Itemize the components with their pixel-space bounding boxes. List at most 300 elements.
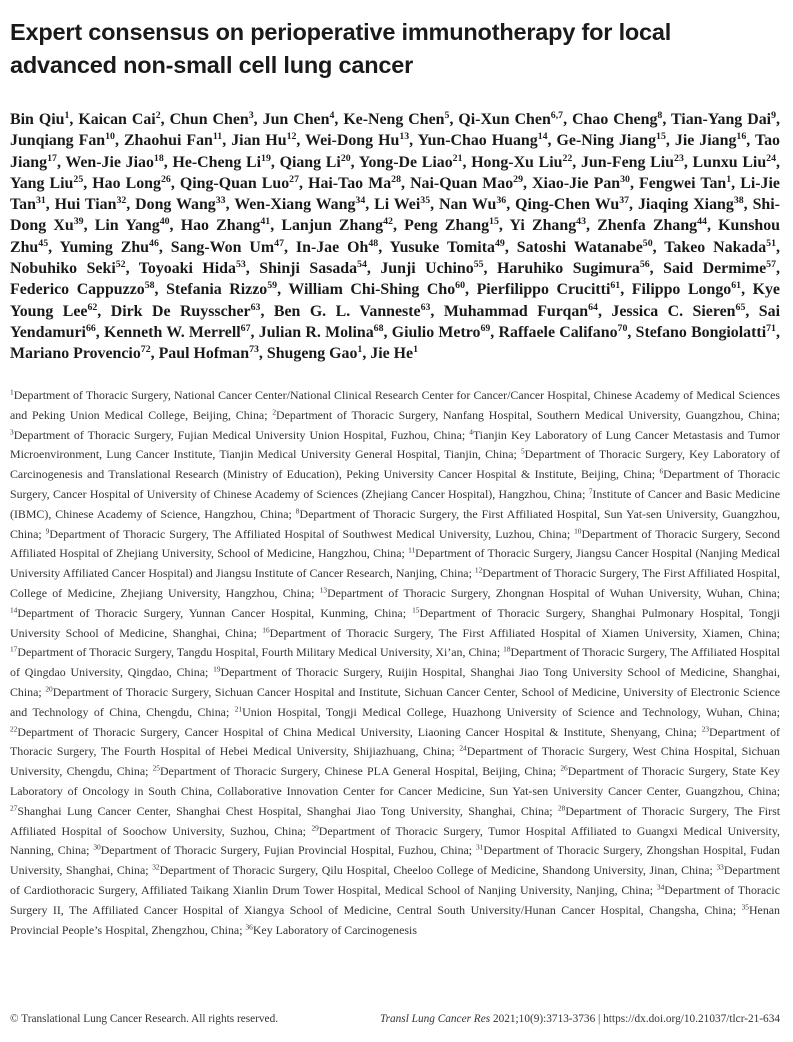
author-item bbox=[611, 303, 745, 320]
author-affiliation-ref: 47 bbox=[274, 237, 284, 249]
author-name: Yun-Chao Huang bbox=[417, 132, 538, 150]
author-item bbox=[10, 132, 115, 149]
author-item bbox=[104, 324, 251, 341]
author-name: Li Wei bbox=[374, 196, 421, 214]
author-affiliation-ref: 53 bbox=[235, 259, 246, 271]
author-item bbox=[370, 345, 418, 362]
author-item bbox=[671, 111, 776, 128]
author-affiliation-ref: 3 bbox=[248, 110, 254, 122]
affiliation-text: Department of Thoracic Surgery, Zhongshan Hospital, Fudan University, Shanghai, China; bbox=[10, 843, 780, 878]
author-item bbox=[639, 175, 731, 192]
author-name: Giulio Metro bbox=[391, 323, 481, 341]
author-affiliation-ref: 72 bbox=[140, 344, 151, 356]
author-affiliation-ref: 68 bbox=[373, 323, 384, 335]
author-affiliation-ref: 1 bbox=[64, 110, 70, 122]
affiliation-item bbox=[262, 626, 780, 640]
author-affiliation-ref: 34 bbox=[355, 195, 366, 207]
author-affiliation-ref: 58 bbox=[144, 280, 155, 292]
author-name: Hui Tian bbox=[54, 196, 117, 214]
author-affiliation-ref: 62 bbox=[87, 301, 98, 313]
author-name: Hai-Tao Ma bbox=[308, 174, 392, 192]
author-item bbox=[509, 217, 586, 234]
author-item bbox=[418, 132, 548, 149]
author-affiliation-ref: 9 bbox=[771, 110, 776, 122]
author-item bbox=[166, 281, 277, 298]
author-item bbox=[359, 154, 463, 171]
author-item bbox=[231, 132, 296, 149]
affiliation-text: Department of Thoracic Surgery, Ruijin Hospital, Shanghai Jiao Tong University School of Medicine, Shanghai, China; bbox=[10, 665, 780, 699]
author-name: Raffaele Califano bbox=[498, 323, 618, 341]
author-item bbox=[499, 324, 628, 341]
author-affiliation-ref: 70 bbox=[617, 323, 628, 335]
author-item bbox=[281, 217, 393, 234]
affiliation-item bbox=[153, 764, 557, 778]
author-affiliation-ref: 50 bbox=[642, 237, 653, 249]
author-item bbox=[135, 196, 225, 213]
affiliation-number: 3 bbox=[10, 427, 14, 437]
author-name: Nai-Quan Mao bbox=[410, 174, 514, 192]
author-name: Dirk De Ruysscher bbox=[110, 302, 251, 320]
affiliation-number: 34 bbox=[656, 882, 665, 892]
author-affiliation-ref: 61 bbox=[731, 280, 742, 292]
author-name: Ge-Ning Jiang bbox=[556, 132, 657, 150]
author-affiliation-ref: 43 bbox=[576, 216, 586, 228]
affiliation-text: Department of Thoracic Surgery, West China Hospital, Sichuan University, Chengdu, China; bbox=[10, 744, 780, 779]
affiliation-number: 5 bbox=[520, 446, 525, 456]
author-item bbox=[180, 175, 299, 192]
affiliation-number: 25 bbox=[152, 763, 160, 773]
affiliation-number: 1 bbox=[10, 387, 14, 397]
affiliation-number: 20 bbox=[45, 684, 53, 694]
author-affiliation-ref: 51 bbox=[766, 237, 776, 249]
affiliation-text: Department of Thoracic Surgery, State Key Laboratory of Oncology in South China, Collaborative Innovation Center for Cancer Medicine, Sun Yat-sen University Cancer Center, Guangzhou, China; bbox=[10, 764, 780, 798]
author-name: Zhenfa Zhang bbox=[597, 217, 698, 235]
author-affiliation-ref: 22 bbox=[562, 152, 573, 164]
affiliation-item bbox=[10, 645, 500, 659]
affiliation-text: Union Hospital, Tongji Medical College, Huazhong University of Science and Technology, Wuhan, China; bbox=[242, 704, 780, 719]
affiliation-number: 30 bbox=[93, 842, 101, 852]
author-item bbox=[92, 175, 171, 192]
affiliation-text: Department of Thoracic Surgery, Nanfang Hospital, Southern Medical University, Guangzhou, China; bbox=[276, 407, 780, 422]
affiliation-text: Department of Thoracic Surgery, the First Affiliated Hospital, Sun Yat-sen University, Guangzhou, China; bbox=[10, 506, 780, 541]
author-affiliation-ref: 12 bbox=[286, 131, 297, 143]
author-list: Bin Qiu$^1$, Kaican Cai$^2$, Chun Chen$^3$, Jun Chen$^4$, Ke-Neng Chen$^5$, Qi-Xun Chen$^{6,7}$, Chao Cheng$^8$, Tian-Yang Dai$^9$, Junqiang Fan$^{10}$, Zhaohui Fan$^{11}$, Jian Hu$^{12}$, Wei-Dong Hu$^{13}$, Yun-Chao Huang$^{14}$, Ge-Ning Jiang$^{15}$, Jie Jiang$^{16}$, Tao Jiang$^{17}$, Wen-Jie Jiao$^{18}$, He-Cheng Li$^{19}$, Qiang Li$^{20}$, Yong-De Liao$^{21}$, Hong-Xu Liu$^{22}$, Jun-Feng Liu$^{23}$, Lunxu Liu$^{24}$, Yang Liu$^{25}$, Hao Long$^{26}$, Qing-Quan Luo$^{27}$, Hai-Tao Ma$^{28}$, Nai-Quan Mao$^{29}$, Xiao-Jie Pan$^{30}$, Fengwei Tan$^1$, Li-Jie Tan$^{31}$, Hui Tian$^{32}$, Dong Wang$^{33}$, Wen-Xiang Wang$^{34}$, Li Wei$^{35}$, Nan Wu$^{36}$, Qing-Chen Wu$^{37}$, Jiaqing Xiang$^{38}$, Shi-Dong Xu$^{39}$, Lin Yang$^{40}$, Hao Zhang$^{41}$, Lanjun Zhang$^{42}$, Peng Zhang$^{15}$, Yi Zhang$^{43}$, Zhenfa Zhang$^{44}$, Kunshou Zhu$^{45}$, Yuming Zhu$^{46}$, Sang-Won Um$^{47}$, In-Jae Oh$^{48}$, Yusuke Tomita$^{49}$, Satoshi Watanabe$^{50}$, Takeo Nakada$^{51}$, Nobuhiko Seki$^{52}$, Toyoaki Hida$^{53}$, Shinji Sasada$^{54}$, Junji Uchino$^{55}$, Haruhiko Sugimura$^{56}$, Said Dermime$^{57}$, Federico Cappuzzo$^{58}$, Stefania Rizzo$^{59}$, William Chi-Shing Cho$^{60}$, Pierfilippo Crucitti$^{61}$, Filippo Longo$^{61}$, Kye Young Lee$^{62}$, Dirk De Ruysscher$^{63}$, Ben G. L. Vanneste$^{63}$, Muhammad Furqan$^{64}$, Jessica C. Sieren$^{65}$, Sai Yendamuri$^{66}$, Kenneth W. Merrell$^{67}$, Julian R. Molina$^{68}$, Giulio Metro$^{69}$, Raffaele Califano$^{70}$, Stefano Bongiolatti$^{71}$, Mariano Provencio$^{72}$, Paul Hofman$^{73}$, Shugeng Gao$^1$, Jie He$^1$ bbox=[10, 110, 780, 363]
author-item bbox=[65, 154, 163, 171]
author-affiliation-ref: 38 bbox=[733, 195, 744, 207]
page-footer bbox=[10, 1013, 780, 1029]
author-affiliation-ref: 35 bbox=[420, 195, 431, 207]
affiliation-number: 9 bbox=[45, 526, 50, 536]
author-name: Junqiang Fan bbox=[10, 132, 106, 150]
affiliation-text: Department of Thoracic Surgery, Chinese PLA General Hospital, Beijing, China; bbox=[159, 764, 557, 779]
author-affiliation-ref: 30 bbox=[620, 173, 630, 185]
affiliation-text: Department of Thoracic Surgery, Fujian Provincial Hospital, Fuzhou, China; bbox=[100, 843, 473, 858]
affiliation-item bbox=[320, 586, 780, 600]
author-name: Chao Cheng bbox=[572, 111, 658, 128]
author-item bbox=[675, 132, 746, 149]
author-item bbox=[296, 239, 378, 256]
author-affiliation-ref: 13 bbox=[399, 131, 410, 143]
author-item bbox=[288, 281, 465, 298]
author-item bbox=[663, 260, 776, 277]
author-item bbox=[124, 132, 222, 149]
author-affiliation-ref: 54 bbox=[357, 259, 367, 271]
author-name: Jun Chen bbox=[262, 111, 330, 128]
citation-details: 2021;10(9):3713-3736 | https://dx.doi.org/10.21037/tlcr-21-634 bbox=[492, 1013, 780, 1025]
author-name: Yusuke Tomita bbox=[389, 238, 495, 256]
author-affiliation-ref: 39 bbox=[73, 216, 84, 228]
author-name: Stefania Rizzo bbox=[166, 281, 268, 299]
affiliation-text: Department of Thoracic Surgery, Sichuan Cancer Hospital and Institute, Sichuan Cancer Center, School of Medicine, University of Electronic Science and Technology of China, Chengdu, China; bbox=[10, 684, 780, 719]
author-affiliation-ref: 73 bbox=[249, 344, 259, 356]
author-affiliation-ref: 18 bbox=[153, 152, 164, 164]
author-name: Wen-Xiang Wang bbox=[234, 196, 356, 214]
author-affiliation-ref: 23 bbox=[674, 152, 684, 164]
author-item bbox=[172, 154, 270, 171]
author-item bbox=[392, 324, 491, 341]
affiliation-text: Institute of Cancer and Basic Medicine (IBMC), Chinese Academy of Science, Hangzhou, China; bbox=[10, 486, 780, 521]
author-item bbox=[471, 154, 572, 171]
affiliation-text: Department of Thoracic Surgery, Tangdu Hospital, Fourth Military Medical University, Xi’an, China; bbox=[17, 645, 501, 660]
author-name: Kenneth W. Merrell bbox=[104, 323, 241, 341]
author-name: Xiao-Jie Pan bbox=[532, 174, 621, 192]
author-affiliation-ref: 24 bbox=[766, 152, 777, 164]
author-item bbox=[10, 345, 151, 362]
author-affiliation-ref: 49 bbox=[494, 237, 505, 249]
affiliation-text: Department of Thoracic Surgery, Key Laboratory of Carcinogenesis and Translational Research (Ministry of Education), Peking University Cancer Hospital & Institute, Beijing, China; bbox=[10, 447, 780, 482]
affiliation-text: Department of Thoracic Surgery, The First Affiliated Hospital of Soochow University, Suzhou, China; bbox=[10, 803, 781, 838]
author-affiliation-ref: 56 bbox=[639, 259, 650, 271]
author-item bbox=[390, 239, 505, 256]
author-item bbox=[517, 239, 653, 256]
affiliation-text: Department of Thoracic Surgery, The Affiliated Hospital of Southwest Medical University, Luzhou, China; bbox=[49, 526, 571, 541]
affiliation-list bbox=[10, 386, 780, 940]
author-item bbox=[380, 260, 483, 277]
author-name: Jie Jiang bbox=[674, 132, 737, 150]
author-item bbox=[111, 303, 261, 320]
author-affiliation-ref: 48 bbox=[368, 237, 379, 249]
affiliation-number: 23 bbox=[701, 724, 710, 734]
author-affiliation-ref: 1 bbox=[413, 344, 419, 356]
author-affiliation-ref: 15 bbox=[489, 216, 499, 228]
author-name: Qi-Xun Chen bbox=[458, 111, 551, 128]
affiliation-item bbox=[10, 804, 553, 818]
author-name: Takeo Nakada bbox=[664, 238, 767, 256]
author-name: Yuming Zhu bbox=[59, 238, 150, 256]
journal-name: Transl Lung Cancer Res bbox=[379, 1013, 491, 1025]
author-name: Haruhiko Sugimura bbox=[497, 260, 640, 278]
author-item bbox=[515, 196, 629, 213]
author-item bbox=[267, 345, 362, 362]
affiliation-item bbox=[245, 923, 416, 937]
author-affiliation-ref: 6,7 bbox=[550, 110, 564, 122]
author-item bbox=[259, 324, 384, 341]
author-item bbox=[95, 217, 170, 234]
author-affiliation-ref: 11 bbox=[212, 131, 223, 143]
author-name: Bin Qiu bbox=[10, 111, 65, 128]
affiliation-text: Department of Thoracic Surgery, Tumor Hospital Affiliated to Guangxi Medical University, Nanning, China; bbox=[10, 823, 780, 858]
author-name: Ke-Neng Chen bbox=[343, 111, 445, 128]
affiliation-number: 16 bbox=[262, 625, 270, 635]
author-name: Hao Zhang bbox=[180, 217, 261, 235]
affiliation-text: Department of Thoracic Surgery, The Fourth Hospital of Hebei Medical University, Shijiazhuang, China; bbox=[10, 724, 780, 759]
affiliation-number: 19 bbox=[213, 664, 221, 674]
author-item bbox=[572, 111, 662, 128]
author-name: Dong Wang bbox=[135, 196, 216, 214]
affiliation-number: 36 bbox=[245, 922, 253, 932]
affiliation-item bbox=[10, 725, 697, 739]
author-affiliation-ref: 17 bbox=[47, 152, 57, 164]
paper-title: Expert consensus on perioperative immunotherapy for local advanced non-small cell lung cancer bbox=[10, 19, 672, 78]
copyright-notice: © Translational Lung Cancer Research. All rights reserved. bbox=[10, 1013, 279, 1025]
affiliation-number: 28 bbox=[557, 803, 566, 813]
author-item bbox=[234, 196, 365, 213]
author-affiliation-ref: 52 bbox=[115, 259, 126, 271]
author-affiliation-ref: 63 bbox=[250, 301, 261, 313]
author-name: Muhammad Furqan bbox=[443, 302, 589, 320]
affiliation-text: Department of Thoracic Surgery, The Affiliated Hospital of Qingdao University, Qingdao, China; bbox=[10, 645, 780, 680]
affiliation-item bbox=[235, 705, 780, 719]
author-name: Pierfilippo Crucitti bbox=[476, 281, 611, 299]
author-name: He-Cheng Li bbox=[172, 153, 262, 171]
affiliation-item bbox=[272, 408, 780, 422]
author-item bbox=[477, 281, 621, 298]
affiliation-number: 21 bbox=[234, 704, 243, 714]
author-item bbox=[274, 303, 431, 320]
affiliation-text: Department of Thoracic Surgery, Shanghai Pulmonary Hospital, Tongji University School of Medicine, Shanghai, China; bbox=[10, 605, 781, 640]
author-item bbox=[259, 260, 367, 277]
affiliation-item bbox=[46, 527, 571, 541]
author-item bbox=[638, 196, 744, 213]
affiliation-text: Department of Thoracic Surgery, Second Affiliated Hospital of Zhejiang University, School of Medicine, Hangzhou, China; bbox=[10, 526, 780, 561]
author-name: Mariano Provencio bbox=[10, 345, 141, 363]
author-affiliation-ref: 69 bbox=[480, 323, 491, 335]
author-name: Jessica C. Sieren bbox=[611, 302, 736, 320]
author-item bbox=[532, 175, 630, 192]
affiliation-number: 6 bbox=[659, 466, 664, 476]
author-name: In-Jae Oh bbox=[295, 238, 369, 256]
affiliation-number: 32 bbox=[152, 862, 160, 872]
affiliation-item bbox=[10, 606, 406, 620]
author-name: Kaican Cai bbox=[78, 111, 156, 128]
author-name: Jun-Feng Liu bbox=[580, 153, 675, 171]
author-name: Satoshi Watanabe bbox=[516, 238, 643, 256]
author-item bbox=[664, 239, 776, 256]
author-name: Shinji Sasada bbox=[259, 260, 358, 278]
affiliation-number: 24 bbox=[459, 743, 467, 753]
author-affiliation-ref: 8 bbox=[657, 110, 663, 122]
author-item bbox=[55, 196, 127, 213]
author-affiliation-ref: 64 bbox=[588, 301, 598, 313]
author-item bbox=[10, 260, 126, 277]
affiliation-item bbox=[152, 863, 713, 877]
affiliation-number: 12 bbox=[474, 565, 483, 575]
affiliation-number: 29 bbox=[311, 823, 319, 833]
author-name: Stefano Bongiolatti bbox=[635, 323, 767, 341]
author-name: Fengwei Tan bbox=[639, 174, 727, 192]
affiliation-number: 7 bbox=[588, 486, 593, 496]
author-name: Toyoaki Hida bbox=[138, 260, 236, 278]
author-name: Shugeng Gao bbox=[266, 345, 358, 363]
author-affiliation-ref: 40 bbox=[159, 216, 170, 228]
author-affiliation-ref: 63 bbox=[420, 301, 431, 313]
affiliation-text: Department of Thoracic Surgery, Yunnan Cancer Hospital, Kunming, China; bbox=[17, 605, 407, 620]
author-affiliation-ref: 57 bbox=[766, 259, 776, 271]
author-name: Sai Yendamuri bbox=[10, 302, 780, 341]
author-affiliation-ref: 26 bbox=[160, 173, 171, 185]
affiliation-number: 33 bbox=[716, 862, 724, 872]
author-item bbox=[263, 111, 335, 128]
author-affiliation-ref: 14 bbox=[537, 131, 548, 143]
author-name: Qing-Quan Luo bbox=[179, 174, 290, 192]
author-affiliation-ref: 1 bbox=[726, 173, 732, 185]
author-name: Tao Jiang bbox=[10, 132, 780, 171]
affiliation-number: 35 bbox=[741, 902, 749, 912]
author-item bbox=[305, 132, 409, 149]
author-name: Junji Uchino bbox=[380, 260, 474, 278]
citation-line bbox=[380, 1013, 780, 1025]
author-affiliation-ref: 20 bbox=[340, 152, 351, 164]
author-item bbox=[343, 111, 449, 128]
author-affiliation-ref: 27 bbox=[289, 173, 300, 185]
author-affiliation-ref: 55 bbox=[473, 259, 484, 271]
affiliation-text: Department of Thoracic Surgery, Fujian Medical University Union Hospital, Fuzhou, China; bbox=[13, 427, 466, 442]
author-name: Paul Hofman bbox=[158, 345, 250, 363]
affiliation-number: 4 bbox=[469, 427, 473, 437]
author-name: Wen-Jie Jiao bbox=[65, 153, 154, 171]
author-affiliation-ref: 46 bbox=[149, 237, 159, 249]
affiliation-text: Department of Thoracic Surgery, Cancer Hospital of University of Chinese Academy of Sciences (Zhejiang Cancer Hospital), Hangzhou, China; bbox=[10, 467, 780, 501]
author-item bbox=[171, 239, 284, 256]
affiliation-text: Tianjin Key Laboratory of Lung Cancer Metastasis and Tumor Microenvironment, Lung Cancer Institute, Tianjin Medical University General Hospital, Tianjin, China; bbox=[10, 427, 780, 462]
affiliation-text: Department of Thoracic Surgery, The First Affiliated Hospital, College of Medicine, Zhejiang University, Hangzhou, China; bbox=[10, 566, 780, 600]
author-item bbox=[597, 217, 707, 234]
affiliation-number: 22 bbox=[10, 724, 18, 734]
affiliation-text: Department of Thoracic Surgery, The First Affiliated Hospital of Xiamen University, Xiamen, China; bbox=[269, 625, 780, 640]
author-affiliation-ref: 15 bbox=[656, 131, 666, 143]
author-name: Yi Zhang bbox=[509, 217, 577, 235]
author-affiliation-ref: 59 bbox=[267, 280, 278, 292]
affiliation-number: 27 bbox=[10, 803, 18, 813]
author-affiliation-ref: 67 bbox=[240, 323, 251, 335]
author-item bbox=[10, 111, 69, 128]
author-affiliation-ref: 45 bbox=[38, 237, 49, 249]
affiliation-number: 31 bbox=[475, 842, 484, 852]
author-item bbox=[557, 132, 666, 149]
affiliation-text: Department of Thoracic Surgery II, The Affiliated Cancer Hospital of Xiangya School of Medicine, Central South University/Hunan Cancer Hospital, Changsha, China; bbox=[10, 882, 780, 917]
author-item bbox=[632, 281, 741, 298]
author-item bbox=[636, 324, 776, 341]
author-name: William Chi-Shing Cho bbox=[288, 281, 456, 299]
affiliation-number: 10 bbox=[574, 526, 582, 536]
author-affiliation-ref: 28 bbox=[391, 173, 401, 185]
author-name: Lin Yang bbox=[94, 217, 160, 235]
author-item bbox=[581, 154, 684, 171]
author-affiliation-ref: 1 bbox=[357, 344, 363, 356]
author-affiliation-ref: 42 bbox=[383, 216, 393, 228]
author-item bbox=[439, 196, 506, 213]
affiliation-text: Department of Thoracic Surgery, Cancer Hospital of China Medical University, Liaoning Cancer Hospital & Institute, Shenyang, China; bbox=[17, 724, 697, 739]
author-affiliation-ref: 61 bbox=[610, 280, 621, 292]
author-name: Jie He bbox=[370, 345, 414, 363]
author-item bbox=[159, 345, 259, 362]
affiliation-text: Department of Thoracic Surgery, Zhongnan Hospital of Wuhan University, Wuhan, China; bbox=[327, 585, 780, 600]
author-name: Lanjun Zhang bbox=[281, 217, 384, 235]
affiliation-number: 11 bbox=[408, 545, 416, 555]
author-affiliation-ref: 60 bbox=[455, 280, 465, 292]
author-affiliation-ref: 2 bbox=[155, 110, 161, 122]
author-affiliation-ref: 33 bbox=[215, 195, 226, 207]
author-name: Jian Hu bbox=[231, 132, 287, 150]
affiliation-text: Department of Thoracic Surgery, Qilu Hospital, Cheeloo College of Medicine, Shandong University, Jinan, China; bbox=[159, 863, 713, 878]
author-name: Federico Cappuzzo bbox=[10, 281, 145, 299]
affiliation-number: 2 bbox=[272, 407, 277, 417]
author-item bbox=[497, 260, 650, 277]
author-name: Kye Young Lee bbox=[10, 281, 780, 320]
author-affiliation-ref: 4 bbox=[329, 110, 335, 122]
author-affiliation-ref: 21 bbox=[452, 152, 463, 164]
affiliation-text: Department of Thoracic Surgery, National Cancer Center/National Clinical Research Center for Cancer/Cancer Hospital, Chinese Academy of Medical Sciences and Peking Union Medical College, Beijing, China; bbox=[10, 388, 780, 422]
author-name: Tian-Yang Dai bbox=[671, 111, 772, 128]
author-affiliation-ref: 16 bbox=[736, 131, 747, 143]
author-item bbox=[181, 217, 270, 234]
affiliation-item bbox=[10, 428, 465, 442]
author-affiliation-ref: 31 bbox=[35, 195, 46, 207]
author-affiliation-ref: 66 bbox=[85, 323, 96, 335]
author-name: Filippo Longo bbox=[631, 281, 732, 299]
author-affiliation-ref: 5 bbox=[444, 110, 450, 122]
author-name: Sang-Won Um bbox=[170, 238, 275, 256]
author-item bbox=[693, 154, 776, 171]
author-item bbox=[139, 260, 246, 277]
author-item bbox=[444, 303, 598, 320]
affiliation-number: 15 bbox=[412, 605, 420, 615]
author-name: Hao Long bbox=[92, 174, 161, 192]
author-item bbox=[410, 175, 523, 192]
author-affiliation-ref: 10 bbox=[105, 131, 115, 143]
affiliation-text: Department of Thoracic Surgery, Jiangsu Cancer Hospital (Nanjing Medical University Affiliated Cancer Hospital) and Jiangsu Institute of Cancer Research, Nanjing, China; bbox=[10, 546, 780, 581]
author-affiliation-ref: 25 bbox=[73, 173, 84, 185]
author-affiliation-ref: 37 bbox=[619, 195, 630, 207]
author-affiliation-ref: 19 bbox=[261, 152, 271, 164]
author-name: Qiang Li bbox=[279, 153, 341, 171]
author-name: Yang Liu bbox=[10, 174, 74, 192]
affiliation-text: Shanghai Lung Cancer Center, Shanghai Chest Hospital, Shanghai Jiao Tong University, Shanghai, China; bbox=[17, 803, 553, 818]
author-name: Yong-De Liao bbox=[358, 153, 453, 171]
affiliation-number: 13 bbox=[319, 585, 328, 595]
affiliation-item bbox=[93, 843, 472, 857]
affiliation-number: 18 bbox=[503, 644, 511, 654]
author-affiliation-ref: 36 bbox=[496, 195, 507, 207]
author-item bbox=[10, 281, 155, 298]
author-affiliation-ref: 71 bbox=[766, 323, 776, 335]
author-name: Ben G. L. Vanneste bbox=[273, 302, 421, 320]
author-name: Peng Zhang bbox=[404, 217, 490, 235]
author-name: Qing-Chen Wu bbox=[515, 196, 620, 214]
author-item bbox=[458, 111, 563, 128]
affiliation-text: Key Laboratory of Carcinogenesis bbox=[252, 922, 417, 937]
affiliation-number: 14 bbox=[10, 605, 18, 615]
author-name: Julian R. Molina bbox=[258, 323, 374, 341]
author-name: Wei-Dong Hu bbox=[305, 132, 400, 150]
author-affiliation-ref: 65 bbox=[735, 301, 746, 313]
author-name: Lunxu Liu bbox=[692, 153, 767, 171]
author-item bbox=[59, 239, 158, 256]
author-name: Zhaohui Fan bbox=[123, 132, 213, 150]
author-affiliation-ref: 41 bbox=[260, 216, 271, 228]
affiliation-text: Henan Provincial People’s Hospital, Zhengzhou, China; bbox=[10, 902, 780, 937]
author-name: Nan Wu bbox=[439, 196, 497, 214]
